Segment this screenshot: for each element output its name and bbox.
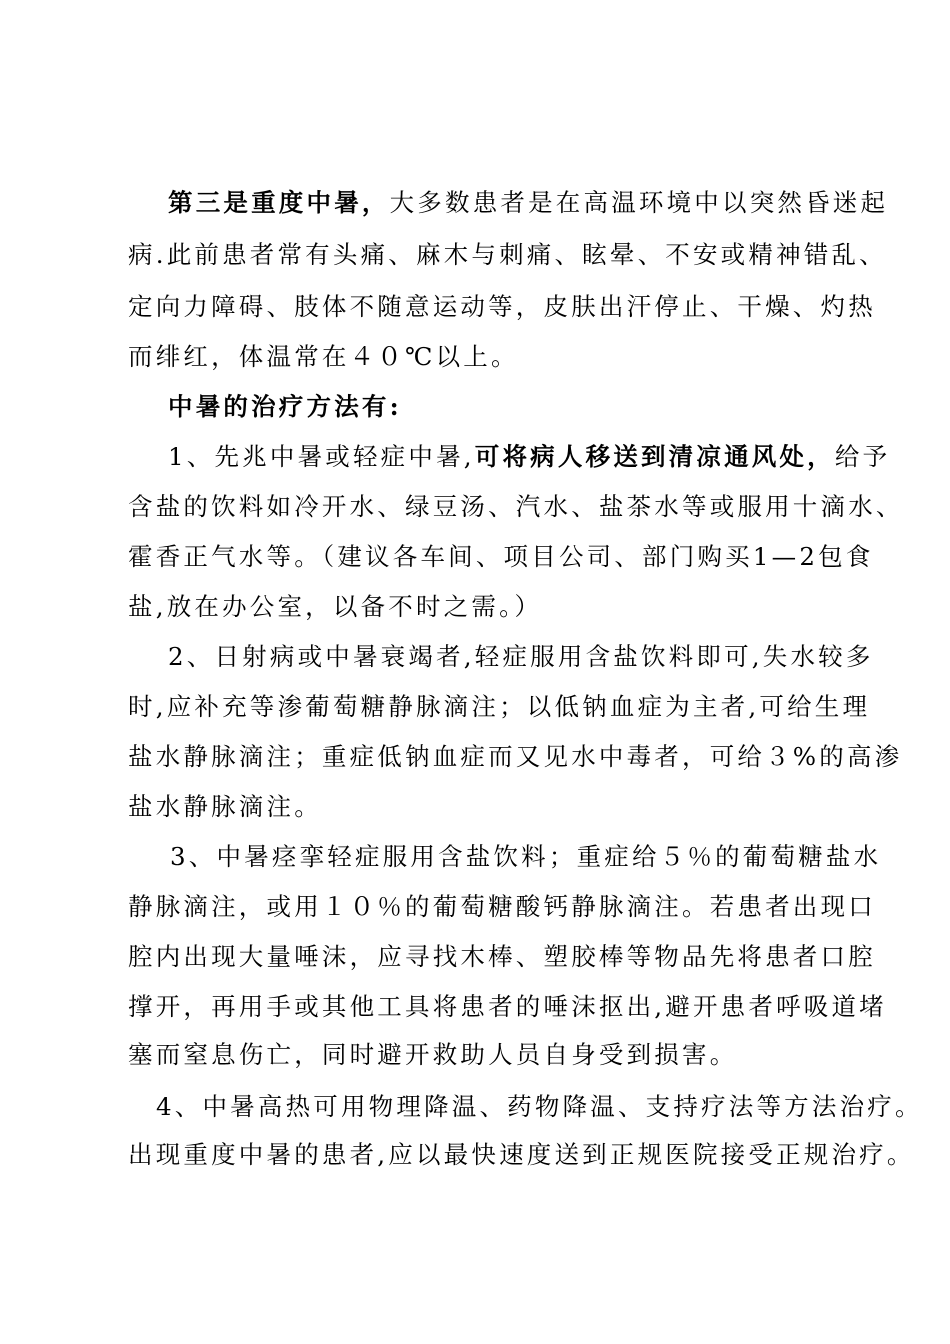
item-3-line-1: 3、中暑痉挛轻症服用含盐饮料；重症给５％的葡萄糖盐水 [170,842,882,871]
severe-heatstroke-lead: 第三是重度中暑， [168,188,390,217]
item-2-line-3: 盐水静脉滴注；重症低钠血症而又见水中毒者，可给３%的高渗 [128,742,903,771]
item-2-line-1: 2、日射病或中暑衰竭者,轻症服用含盐饮料即可,失水较多 [168,642,874,671]
item-1-line-2: 含盐的饮料如冷开水、绿豆汤、汽水、盐茶水等或服用十滴水、 [128,492,904,521]
item-1-line-3: 霍香正气水等。（建议各车间、项目公司、部门购买1—2包食 [128,542,874,571]
para-severe-line-3: 定向力障碍、肢体不随意运动等，皮肤出汗停止、干燥、灼热 [128,292,876,321]
para-severe-line-4: 而绯红，体温常在４０℃以上。 [128,342,519,371]
item-3-line-2: 静脉滴注，或用１０％的葡萄糖酸钙静脉滴注。若患者出现口 [128,892,876,921]
item-3-line-3: 腔内出现大量唾沫，应寻找木棒、塑胶棒等物品先将患者口腔 [128,942,876,971]
treatment-heading: 中暑的治疗方法有: [168,392,402,421]
item-1-line-4: 盐,放在办公室，以备不时之需。） [128,592,543,621]
para-severe-line-2: 病.此前患者常有头痛、麻木与刺痛、眩晕、不安或精神错乱、 [128,240,887,269]
item-1-post: 给予 [834,442,891,471]
para-severe-line-1 [168,188,888,218]
para-severe-text: 大多数患者是在高温环境中以突然昏迷起 [389,188,889,217]
item-2-line-4: 盐水静脉滴注。 [128,792,322,821]
item-1-line-1 [168,442,890,472]
item-3-line-4: 撑开，再用手或其他工具将患者的唾沫抠出,避开患者呼吸道堵 [128,992,887,1021]
item-4-line-1: 4、中暑高热可用物理降温、药物降温、支持疗法等方法治疗。 [156,1092,923,1121]
item-1-emphasis: 可将病人移送到清凉通风处， [474,442,835,471]
item-3-line-5: 塞而窒息伤亡，同时避开救助人员自身受到损害。 [128,1040,738,1069]
item-2-line-2: 时,应补充等渗葡萄糖静脉滴注；以低钠血症为主者,可给生理 [128,692,871,721]
item-1-pre: 1、先兆中暑或轻症中暑, [168,442,475,471]
item-4-line-2: 出现重度中暑的患者,应以最快速度送到正规医院接受正规治疗。 [128,1140,915,1169]
